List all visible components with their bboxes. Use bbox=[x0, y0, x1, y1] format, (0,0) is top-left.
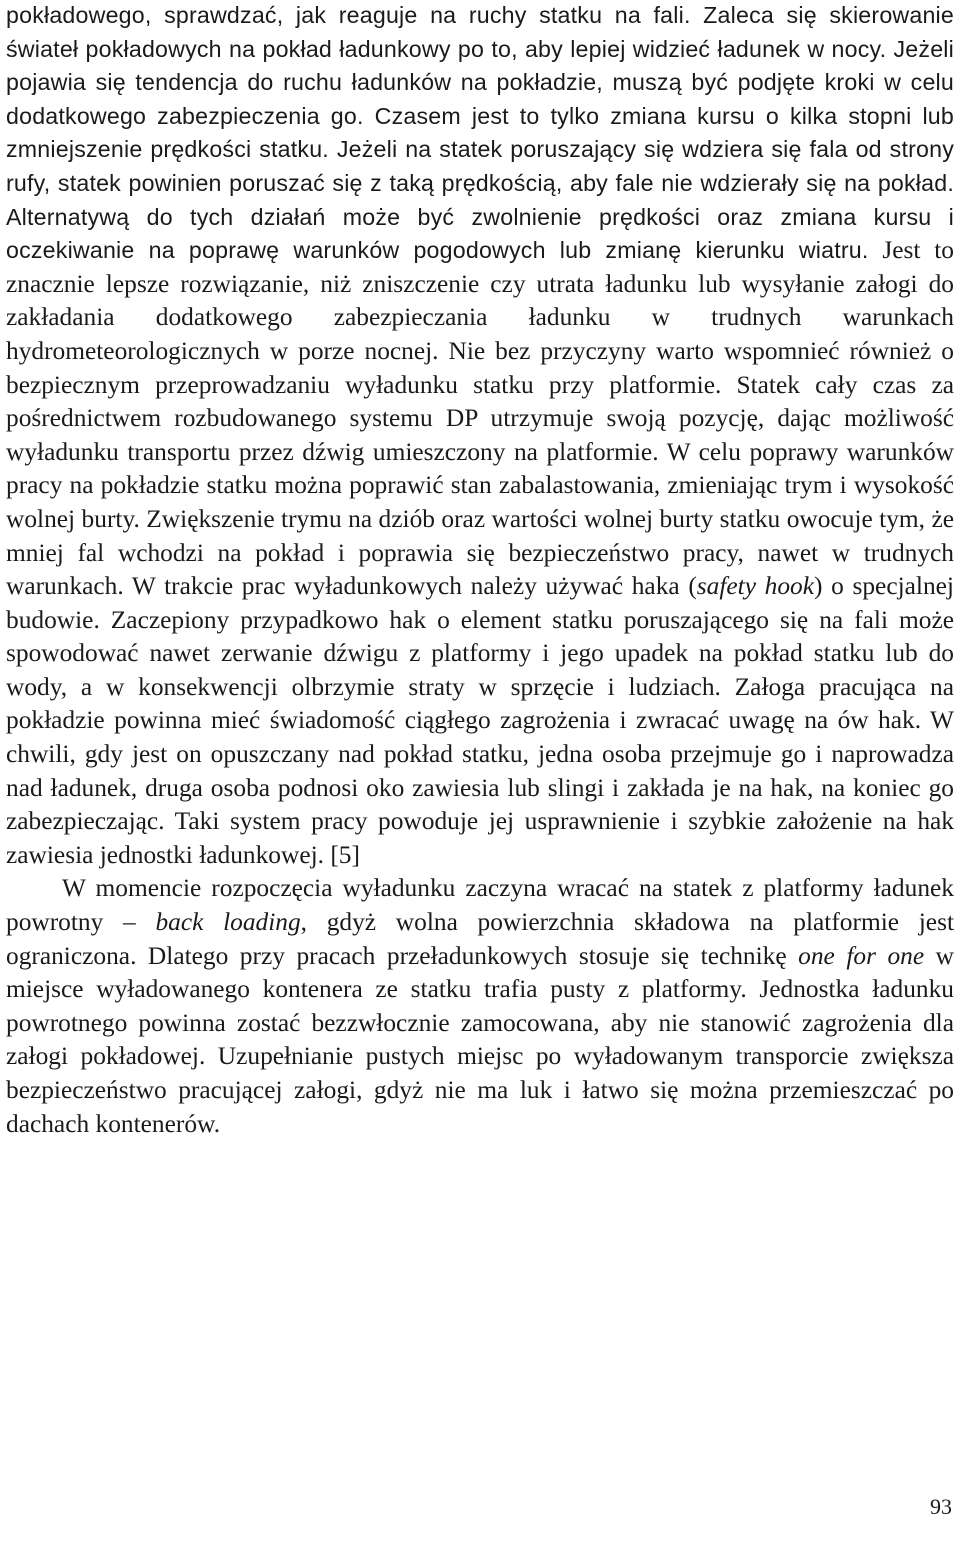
paragraph-2-segment-1: W momencie rozpoczęcia wyładunku zaczyna wracać na statek z platformy ładunek powrotny – bbox=[6, 874, 954, 937]
page-number: 93 bbox=[930, 1494, 952, 1519]
italic-term-safety-hook: safety hook bbox=[696, 572, 815, 601]
paragraph-serif-segment-1: Jest to znacznie lepsze rozwiązanie, niż zniszczenie czy utrata ładunku lub wysyłanie załogi do zakładania dodatkowego zabezpieczania ładunku w trudnych warunkach hydrometeorologicznych w porze nocnej. Nie bez przyczyny warto wspomnieć również o bezpiecznym przeprowadzaniu wyładunku statku przy platformie. Statek cały czas za pośrednictwem rozbudowanego systemu DP utrzymuje swoją pozycję, dając możliwość wyładunku transportu przez dźwig umieszczony na platformie. W celu poprawy warunków pracy na pokładzie statku można poprawić stan zabalastowania, zmieniając trym i wysokość wolnej burty. Zwiększenie trymu na dziób oraz wartości wolnej burty statku owocuje tym, że mniej fal wchodzi na pokład i poprawia się bezpieczeństwo pracy, nawet w trudnych warunkach. W trakcie prac wyładunkowych należy używać haka ( bbox=[6, 236, 954, 601]
paragraph-2-segment-3: w miejsce wyładowanego kontenera ze statku trafia pusty z platformy. Jednostka ładunku powrotnego powinna zostać bezzwłocznie zamocowana, aby nie stanowić zagrożenia dla załogi pokładowej. Uzupełnianie pustych miejsc po wyładowanym transporcie zwiększa bezpieczeństwo pracującej załogi, gdyż nie ma luk i łatwo się można przemieszczać po dachach kontenerów. bbox=[6, 941, 954, 1138]
italic-term-back-loading: back loading bbox=[155, 908, 301, 937]
body-text bbox=[6, 0, 954, 1141]
paragraph-sans-segment: pokładowego, sprawdzać, jak reaguje na ruchy statku na fali. Zaleca się skierowanie świateł pokładowych na pokład ładunkowy po to, aby lepiej widzieć ładunek w nocy. Jeżeli pojawia się tendencja do ruchu ładunków na pokładzie, muszą być podjęte kroki w celu dodatkowego zabezpieczenia go. Czasem jest to tylko zmiana kursu o kilka stopni lub zmniejszenie prędkości statku. Jeżeli na statek poruszający się wdziera się fala od strony rufy, statek powinien poruszać się z taką prędkością, aby fale nie wdzierały się na pokład. Alternatywą do tych działań może być zwolnienie prędkości oraz zmiana kursu i oczekiwanie na poprawę warunków pogodowych lub zmianę kierunku wiatru. bbox=[6, 2, 954, 264]
paragraph-serif-segment-2: ) o specjalnej budowie. Zaczepiony przypadkowo hak o element statku poruszającego się na fali może spowodować nawet zerwanie dźwigu z platformy i jego upadek na pokład statku lub do wody, a w konsekwencji olbrzymie straty w sprzęcie i ludziach. Załoga pracująca na pokładzie powinna mieć świadomość ciągłego zagrożenia i zwracać uwagę na ów hak. W chwili, gdy jest on opuszczany nad pokład statku, jedna osoba przejmuje go i naprowadza nad ładunek, druga osoba podnosi oko zawiesia lub slingi i zakłada je na hak, na koniec go zabezpieczając. Taki system pracy powoduje jej usprawnienie i szybkie założenie na hak zawiesia jednostki ładunkowej. [5] bbox=[6, 572, 954, 869]
paragraph-continuation bbox=[6, 0, 954, 872]
italic-term-one-for-one: one for one bbox=[798, 941, 925, 970]
paragraph-2-segment-2: , gdyż wolna powierzchnia składowa na platformie jest ograniczona. Dlatego przy pracach przeładunkowych stosuje się technikę bbox=[6, 908, 954, 970]
paragraph-back-loading bbox=[6, 872, 954, 1141]
